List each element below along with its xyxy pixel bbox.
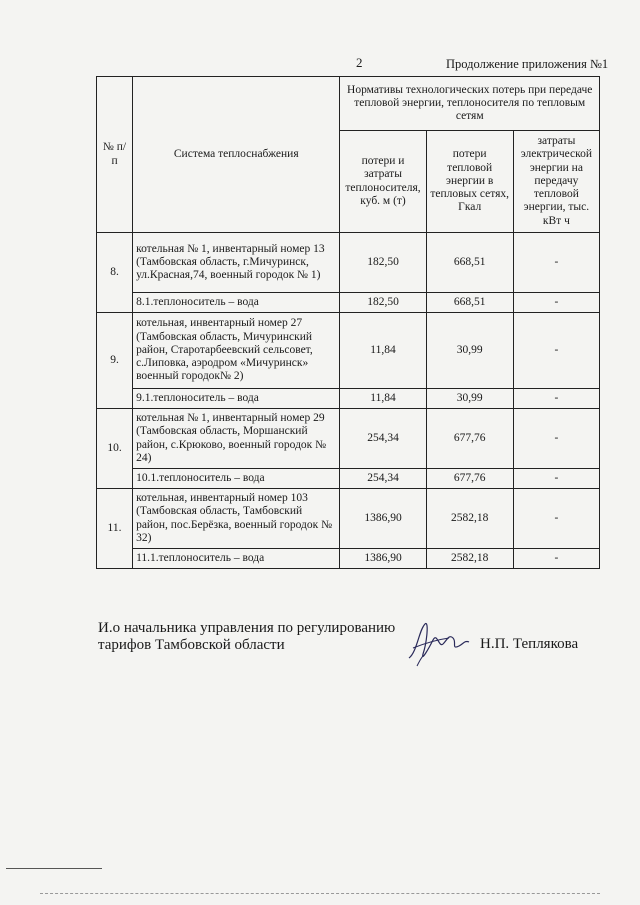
signer-title-line-2: тарифов Тамбовской области	[98, 637, 285, 653]
row-system: котельная, инвентарный номер 27 (Тамбовская область, Мичуринский район, Старотарбеевский сельсовет, с.Липовка, аэродром «Мичуринск» военный городок№ 2)	[133, 313, 340, 389]
subrow-heat-losses: 30,99	[426, 389, 513, 409]
subrow-coolant-losses: 1386,90	[340, 549, 426, 569]
handwritten-signature	[403, 618, 473, 670]
scan-edge-line	[40, 893, 600, 894]
table-row	[97, 409, 600, 469]
table-subrow	[97, 549, 600, 569]
row-heat-losses: 668,51	[426, 233, 513, 293]
subrow-electricity-costs: -	[513, 469, 599, 489]
subrow-electricity-costs: -	[513, 389, 599, 409]
row-system: котельная № 1, инвентарный номер 13 (Тамбовская область, г.Мичуринск, ул.Красная,74, военный городок № 1)	[133, 233, 340, 293]
signer-title-line-1: И.о начальника управления по регулированию	[98, 620, 396, 636]
row-number: 11.	[97, 489, 133, 569]
header-norms-group: Нормативы технологических потерь при передаче тепловой энергии, теплоносителя по тепловым сетям	[340, 77, 600, 131]
row-number: 9.	[97, 313, 133, 409]
subrow-heat-losses: 668,51	[426, 293, 513, 313]
row-system: котельная, инвентарный номер 103 (Тамбовская область, Тамбовский район, пос.Берёзка, военный городок № 32)	[133, 489, 340, 549]
subrow-coolant-losses: 182,50	[340, 293, 426, 313]
header-number: № п/п	[97, 77, 133, 233]
table-subrow	[97, 469, 600, 489]
signer-name: Н.П. Теплякова	[480, 636, 579, 652]
subrow-coolant-losses: 254,34	[340, 469, 426, 489]
row-coolant-losses: 254,34	[340, 409, 426, 469]
header-heat-losses: потери тепловой энергии в тепловых сетях, Гкал	[426, 131, 513, 233]
norms-table	[96, 76, 600, 569]
row-electricity-costs: -	[513, 313, 599, 389]
row-electricity-costs: -	[513, 489, 599, 549]
row-electricity-costs: -	[513, 233, 599, 293]
subrow-coolant-losses: 11,84	[340, 389, 426, 409]
row-number: 8.	[97, 233, 133, 313]
table-row	[97, 489, 600, 549]
subrow-system: 11.1.теплоноситель – вода	[133, 549, 340, 569]
subrow-electricity-costs: -	[513, 549, 599, 569]
table-row	[97, 233, 600, 293]
subrow-system: 10.1.теплоноситель – вода	[133, 469, 340, 489]
table-subrow	[97, 389, 600, 409]
row-coolant-losses: 1386,90	[340, 489, 426, 549]
row-heat-losses: 30,99	[426, 313, 513, 389]
table-subrow	[97, 293, 600, 313]
subrow-heat-losses: 677,76	[426, 469, 513, 489]
row-heat-losses: 677,76	[426, 409, 513, 469]
subrow-system: 9.1.теплоноситель – вода	[133, 389, 340, 409]
row-electricity-costs: -	[513, 409, 599, 469]
subrow-heat-losses: 2582,18	[426, 549, 513, 569]
header-system: Система теплоснабжения	[133, 77, 340, 233]
header-electricity-costs: затраты электрической энергии на передачу тепловой энергии, тыс. кВт ч	[513, 131, 599, 233]
row-coolant-losses: 11,84	[340, 313, 426, 389]
row-system: котельная № 1, инвентарный номер 29 (Тамбовская область, Моршанский район, с.Крюково, военный городок № 24)	[133, 409, 340, 469]
signer-title	[98, 620, 395, 654]
page-number: 2	[356, 55, 363, 70]
subrow-electricity-costs: -	[513, 293, 599, 313]
continuation-note: Продолжение приложения №1	[446, 57, 609, 71]
row-coolant-losses: 182,50	[340, 233, 426, 293]
header-coolant-losses: потери и затраты теплоносителя, куб. м (т)	[340, 131, 426, 233]
row-number: 10.	[97, 409, 133, 489]
subrow-system: 8.1.теплоноситель – вода	[133, 293, 340, 313]
footer-divider	[6, 868, 102, 869]
row-heat-losses: 2582,18	[426, 489, 513, 549]
table-row	[97, 313, 600, 389]
